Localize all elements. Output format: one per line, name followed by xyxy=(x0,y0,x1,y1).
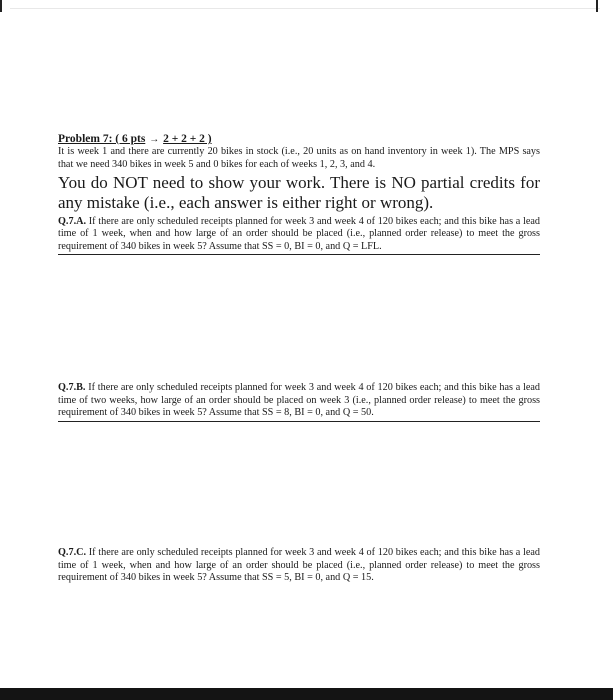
page-top-rule xyxy=(10,8,600,9)
question-7a-assumption: 0, BI = 0, and Q = LFL. xyxy=(284,240,382,252)
question-7a-text: If there are only scheduled receipts planned for week 3 and week 4 of 120 bikes each; and this bike has a lead time of 1 week, when and how large of an order should be placed (i.e., planned order release) to meet the gross requirement of 340 bikes in week 5? Assume that SS = xyxy=(58,215,541,252)
problem-points: 2 + 2 + 2 ) xyxy=(163,133,212,145)
question-7b-text: If there are only scheduled receipts planned for week 3 and week 4 of 120 bikes each; and this bike has a lead time of two weeks, how large of an order should be placed on week 3 (i.e., planned order release) to meet the gross requirement of 340 bikes in week 5? Assume that xyxy=(58,382,540,418)
question-7b xyxy=(58,382,540,422)
question-7c-label: Q.7.C. xyxy=(58,547,87,558)
document-body xyxy=(58,132,541,583)
page-edge-right xyxy=(596,0,598,12)
bottom-bar xyxy=(0,688,613,700)
problem-notice: You do NOT need to show your work. There is NO partial credits for any mistake (i.e., each answer is either right or wrong). xyxy=(58,173,540,213)
question-7b-label: Q.7.B. xyxy=(58,382,86,393)
question-7a xyxy=(58,216,540,256)
question-7b-assumption: SS = 8, BI = 0, and Q = 50. xyxy=(261,407,374,418)
problem-title xyxy=(58,132,540,146)
question-7a-label: Q.7.A. xyxy=(58,215,87,227)
question-7c xyxy=(58,547,540,585)
page-edge-left xyxy=(0,0,2,12)
question-7c-assumption: 5, BI = 0, and Q = 15. xyxy=(284,572,374,583)
problem-intro: It is week 1 and there are currently 20 bikes in stock (i.e., 20 units as on hand inventory in week 1). The MPS says that we need 340 bikes in week 5 and 0 bikes for each of weeks 1, 2, 3, and 4. xyxy=(58,146,540,170)
question-7c-text: If there are only scheduled receipts planned for week 3 and week 4 of 120 bikes each; and this bike has a lead time of 1 week, when and how large of an order should be placed (i.e., planned order release) to meet the gross requirement of 340 bikes in week 5? Assume that SS = xyxy=(58,547,541,583)
problem-title-text: Problem 7: ( 6 pts xyxy=(58,133,146,145)
arrow-icon: → xyxy=(149,134,160,145)
